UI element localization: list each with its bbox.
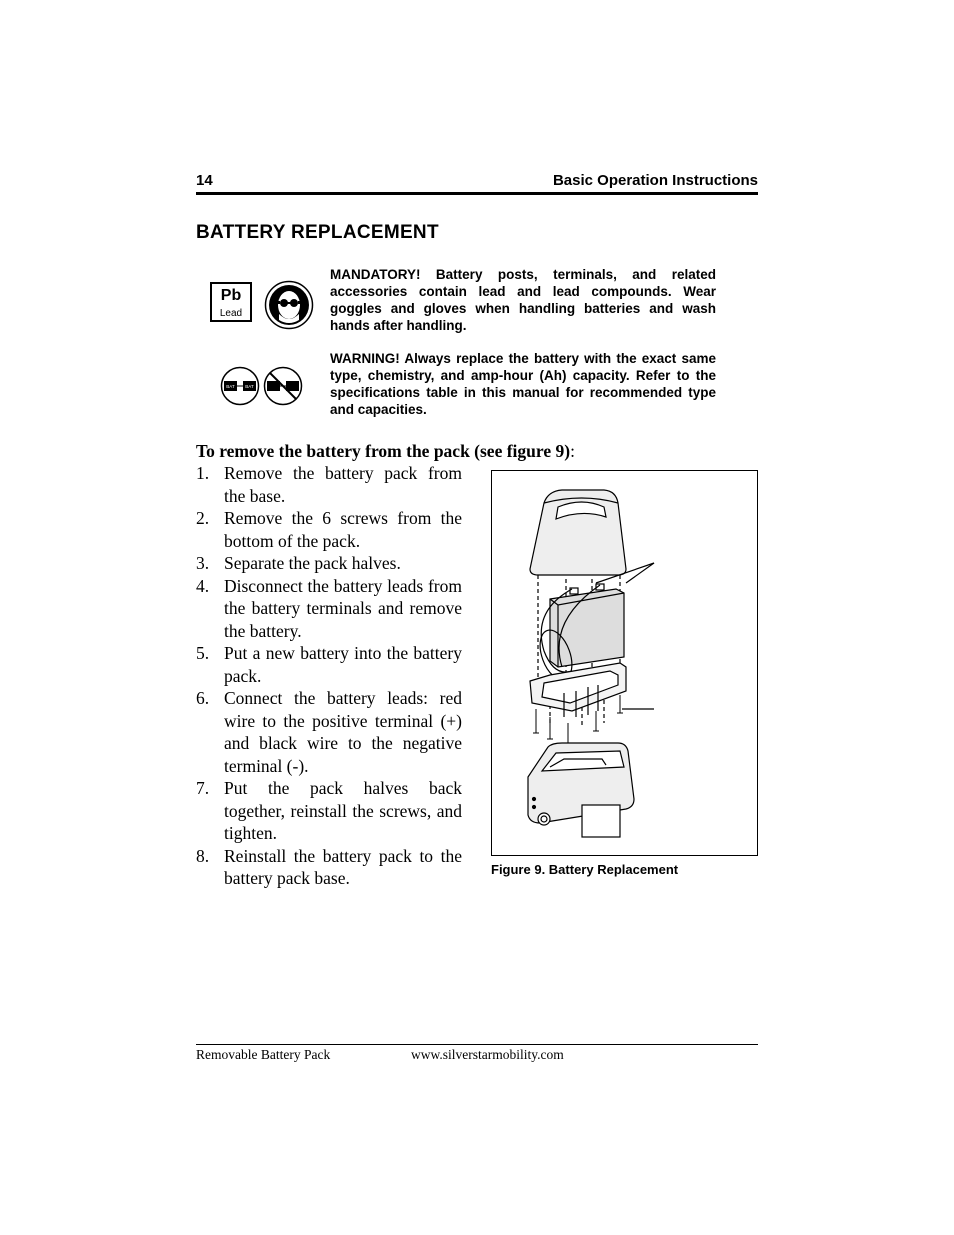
step-text: Connect the battery leads: red wire to the positive terminal (+) and black wire to the negative terminal (-). bbox=[224, 688, 462, 776]
step-number: 1. bbox=[196, 463, 210, 483]
lead-symbol: Pb bbox=[220, 287, 242, 304]
no-mixed-battery-icon bbox=[263, 366, 303, 406]
figure-frame bbox=[491, 470, 758, 856]
list-item bbox=[196, 687, 462, 777]
footer-rule bbox=[196, 1044, 758, 1045]
step-text: Reinstall the battery pack to the battery pack base. bbox=[224, 845, 462, 888]
step-number: 4. bbox=[196, 575, 210, 596]
step-number: 5. bbox=[196, 643, 210, 663]
running-head: Basic Operation Instructions bbox=[552, 172, 758, 189]
step-number: 7. bbox=[196, 778, 210, 798]
procedure-steps bbox=[196, 462, 462, 890]
procedure-heading bbox=[196, 441, 575, 462]
battery-label: BAT bbox=[245, 384, 254, 389]
list-item bbox=[196, 777, 462, 845]
footer-url: www.silverstarmobility.com bbox=[411, 1047, 564, 1062]
lead-label: Lead bbox=[219, 308, 243, 319]
list-item bbox=[196, 642, 462, 687]
mandatory-notice: MANDATORY! Battery posts, terminals, and related accessories contain lead and lead compounds. Wear goggles and gloves when handling batteries and wash hands after handling. bbox=[330, 267, 716, 333]
step-text: Put a new battery into the battery pack. bbox=[224, 643, 462, 686]
step-text: Remove the 6 screws from the bottom of the pack. bbox=[224, 508, 462, 551]
battery-pack-exploded-illustration bbox=[492, 471, 756, 854]
header-rule bbox=[196, 192, 758, 195]
list-item bbox=[196, 552, 462, 575]
warning-notice: WARNING! Always replace the battery with the exact same type, chemistry, and amp-hour (Ah) capacity. Refer to the specifications table in this manual for recommended type and capacities. bbox=[330, 351, 716, 417]
step-text: Disconnect the battery leads from the battery terminals and remove the battery. bbox=[224, 575, 462, 641]
step-number: 6. bbox=[196, 688, 210, 708]
list-item bbox=[196, 462, 462, 507]
footer-document-title: Removable Battery Pack bbox=[196, 1047, 331, 1062]
same-battery-icon bbox=[220, 366, 260, 406]
list-item bbox=[196, 845, 462, 890]
procedure-heading-bold: To remove the battery from the pack (see figure 9) bbox=[196, 441, 571, 461]
step-number: 2. bbox=[196, 508, 210, 528]
lead-hazard-icon bbox=[210, 282, 252, 322]
list-item bbox=[196, 507, 462, 552]
step-text: Separate the pack halves. bbox=[224, 553, 401, 573]
figure-caption: Figure 9. Battery Replacement bbox=[491, 862, 679, 877]
step-text: Put the pack halves back together, reinstall the screws, and tighten. bbox=[224, 778, 462, 843]
step-number: 3. bbox=[196, 553, 210, 573]
step-text: Remove the battery pack from the base. bbox=[224, 463, 462, 506]
procedure-heading-suffix: : bbox=[570, 441, 575, 461]
battery-label: BAT bbox=[226, 384, 235, 389]
list-item bbox=[196, 575, 462, 643]
goggles-required-icon bbox=[264, 280, 314, 330]
section-title: BATTERY REPLACEMENT bbox=[196, 222, 439, 243]
step-number: 8. bbox=[196, 845, 210, 866]
page-number: 14 bbox=[196, 172, 213, 189]
